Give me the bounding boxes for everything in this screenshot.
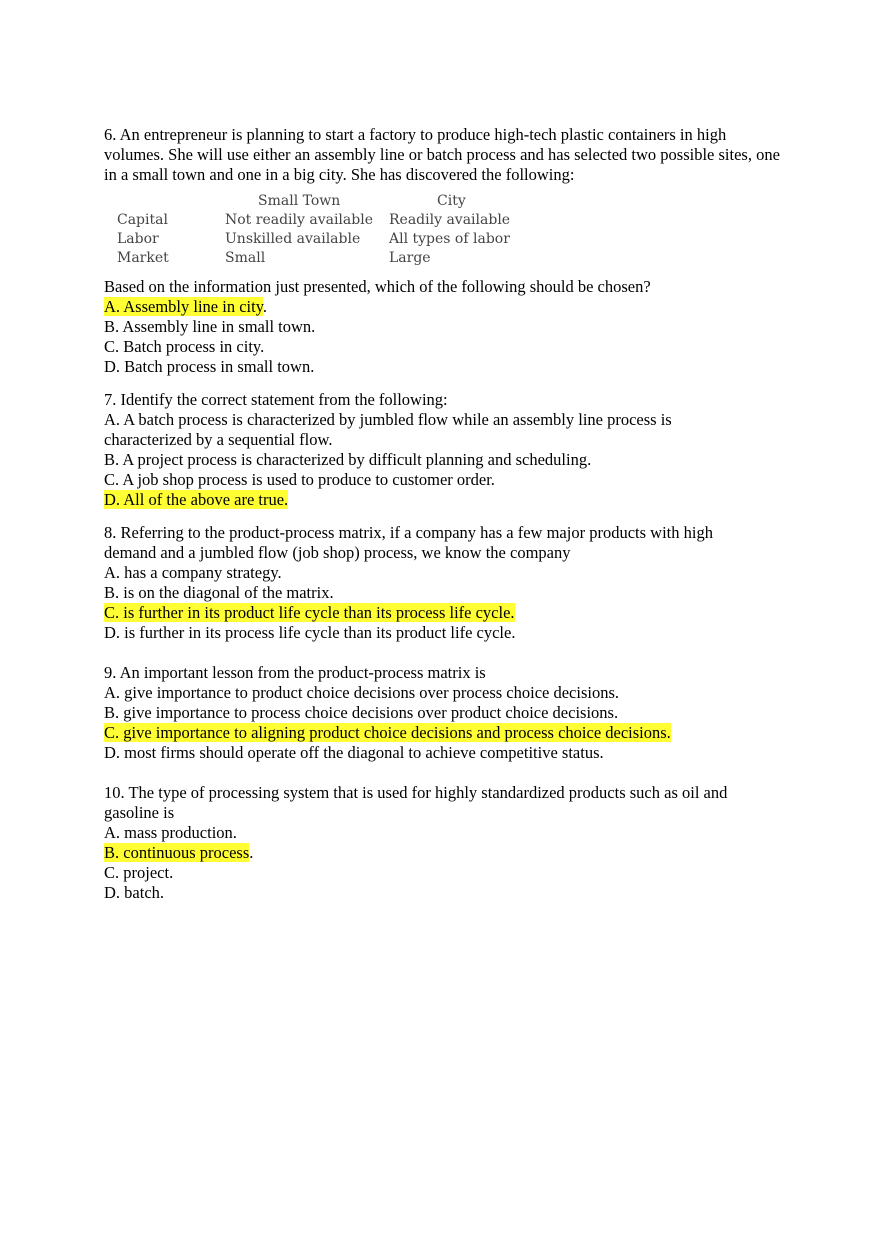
- table-cell: Readily available: [389, 212, 511, 228]
- option-a: A. Assembly line in city.: [104, 297, 268, 316]
- question-10-stem: 10. The type of processing system that is used for highly standardized products such as oil and: [104, 783, 728, 802]
- question-10: [104, 783, 784, 903]
- site-comparison-table: [104, 191, 784, 269]
- document-page: [104, 125, 784, 903]
- option-a: A. has a company strategy.: [104, 563, 282, 582]
- question-7: [104, 390, 784, 510]
- question-6-stem: 6. An entrepreneur is planning to start a factory to produce high-tech plastic containers in high volumes. She will use either an assembly line or batch process and has selected two possible sites, one in a small town and one in a big city. She has discovered the following:: [104, 125, 780, 184]
- option-c: [104, 603, 784, 623]
- option-b: B. continuous process.: [104, 843, 254, 862]
- option-c: C. A job shop process is used to produce to customer order.: [104, 470, 495, 489]
- option-d: D. is further in its process life cycle than its product life cycle.: [104, 623, 516, 642]
- table-row-label: Labor: [117, 231, 159, 247]
- table-cell: Not readily available: [225, 212, 373, 228]
- highlighted-answer: A. Assembly line in city: [104, 297, 263, 316]
- option-c: C. project.: [104, 863, 174, 882]
- option-a: A. give importance to product choice decisions over process choice decisions.: [104, 683, 620, 702]
- option-b: B. Assembly line in small town.: [104, 317, 316, 336]
- option-b: B. A project process is characterized by difficult planning and scheduling.: [104, 450, 592, 469]
- question-10-stem-continued: gasoline is: [104, 803, 175, 822]
- table-header-small-town: Small Town: [258, 193, 341, 209]
- option-c: [104, 723, 784, 743]
- question-8-stem-continued: demand and a jumbled flow (job shop) process, we know the company: [104, 543, 571, 562]
- option-d: D. batch.: [104, 883, 165, 902]
- option-b: B. is on the diagonal of the matrix.: [104, 583, 334, 602]
- table-cell: All types of labor: [389, 231, 510, 247]
- option-d: D. Batch process in small town.: [104, 357, 315, 376]
- question-9: [104, 663, 784, 763]
- question-6: [104, 125, 784, 377]
- option-d: [104, 490, 784, 510]
- table-cell: Small: [225, 250, 266, 266]
- option-a: A. A batch process is characterized by jumbled flow while an assembly line process is: [104, 410, 672, 429]
- table-row-label: Capital: [117, 212, 168, 228]
- table-header-city: City: [437, 193, 466, 209]
- option-c: C. Batch process in city.: [104, 337, 265, 356]
- option-b: B. give importance to process choice decisions over product choice decisions.: [104, 703, 619, 722]
- question-8-stem: 8. Referring to the product-process matrix, if a company has a few major products with high: [104, 523, 713, 542]
- option-d: D. most firms should operate off the diagonal to achieve competitive status.: [104, 743, 604, 762]
- highlighted-answer: B. continuous process: [104, 843, 250, 862]
- table-cell: Unskilled available: [225, 231, 361, 247]
- option-a-continued: characterized by a sequential flow.: [104, 430, 333, 449]
- highlighted-answer: C. is further in its product life cycle than its process life cycle.: [104, 603, 515, 622]
- question-9-stem: 9. An important lesson from the product-process matrix is: [104, 663, 486, 682]
- highlighted-answer: C. give importance to aligning product choice decisions and process choice decisions.: [104, 723, 671, 742]
- option-a: A. mass production.: [104, 823, 237, 842]
- question-7-stem: 7. Identify the correct statement from the following:: [104, 390, 448, 409]
- table-row-label: Market: [117, 250, 169, 266]
- question-6-prompt: Based on the information just presented, which of the following should be chosen?: [104, 277, 651, 296]
- highlighted-answer: D. All of the above are true.: [104, 490, 289, 509]
- table-cell: Large: [389, 250, 431, 266]
- question-8: [104, 523, 784, 643]
